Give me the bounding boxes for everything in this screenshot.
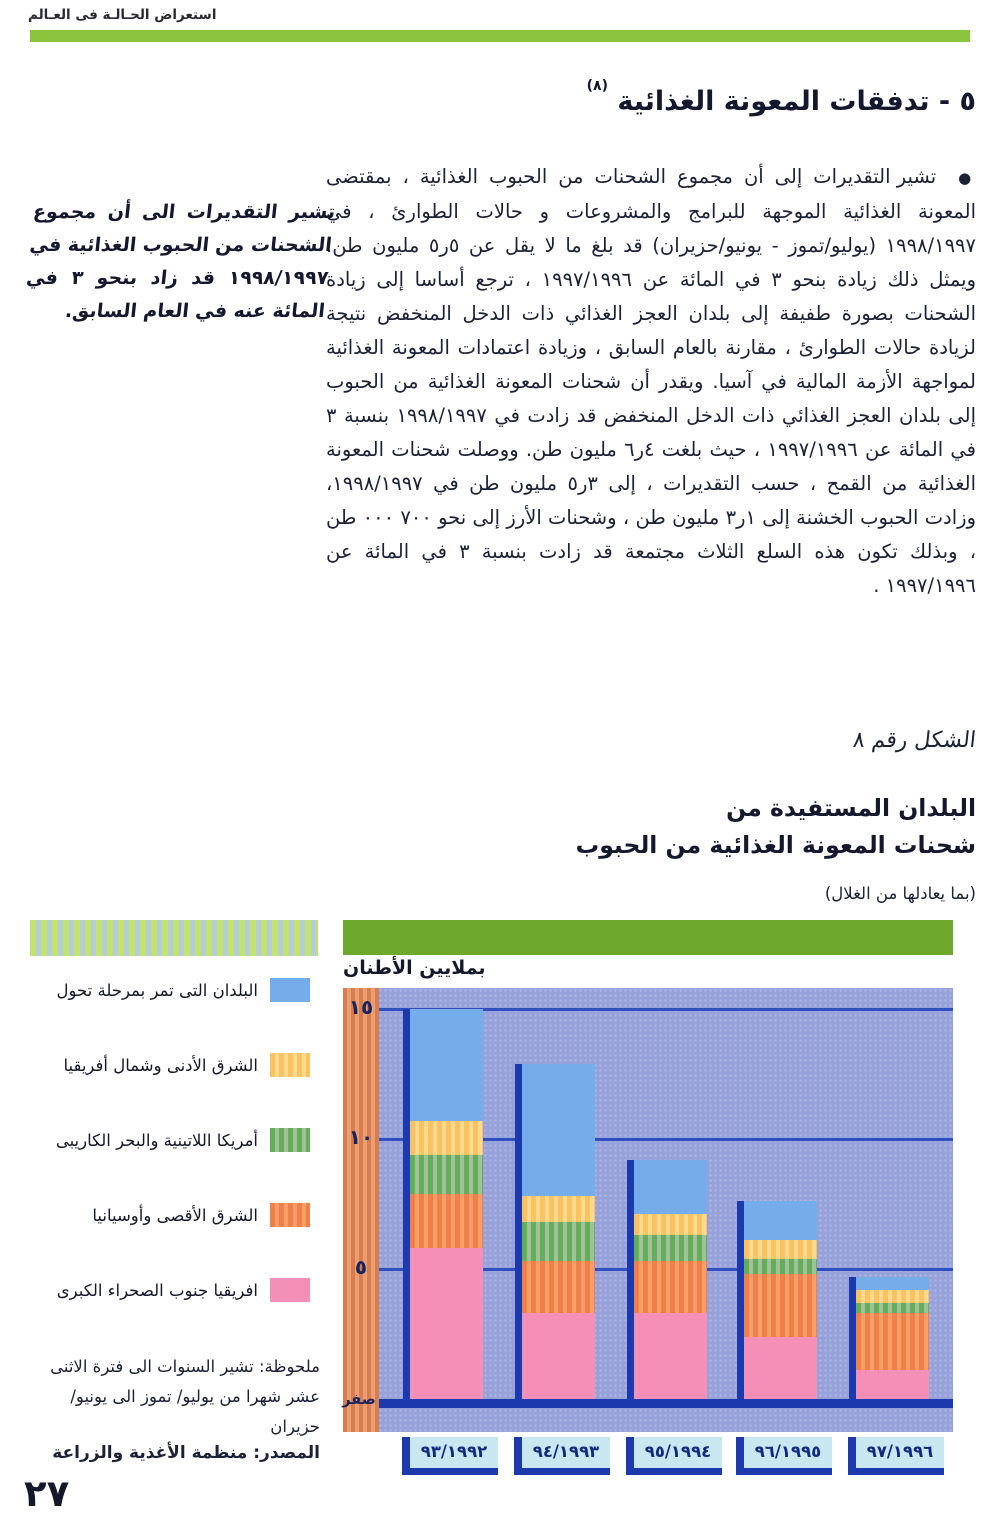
bar-spine (737, 1201, 744, 1408)
bar-segment (856, 1313, 929, 1370)
chart-legend (30, 973, 320, 1348)
figure-source: المصدر: منظمة الأغذية والزراعة (52, 1443, 320, 1463)
bar-segment (634, 1214, 707, 1235)
plot-area (343, 988, 953, 1432)
y-tick-label: ١٠ (348, 1125, 374, 1149)
y-axis-band (343, 988, 379, 1432)
pull-quote: تشير التقديرات الى أن مجموع الشحنات من الحبوب الغذائية في ١٩٩٨/١٩٩٧ قد زاد بنحو ٣ في المائة عنه في العام السابق. (25, 201, 337, 322)
bar-group (515, 1064, 595, 1399)
legend-swatch (270, 1203, 310, 1227)
header-rule-bar (30, 30, 970, 42)
bar-segment (634, 1160, 707, 1215)
running-header: استعراض الحـالـة فى العـالم (28, 7, 217, 23)
bar-segment (856, 1290, 929, 1303)
body-paragraph-text: تشير التقديرات إلى أن مجموع الشحنات من الحبوب الغذائية ، بمقتضى المعونة الغذائية الموجهة للبرامج والمشروعات و حالات الطوارئ ، في ١٩٩٨/١٩٩٧ (يوليو/تموز - يونيو/حزيران) قد بلغ ما لا يقل عن ٥ر٥ مليون طن. ويمثل ذلك زيادة بنحو ٣ في المائة عن ١٩٩٧/١٩٩٦ ، ترجع أساسا إلى زيادة الشحنات بصورة طفيفة إلى بلدان العجز الغذائي ذات الدخل المنخفض نتيجة لزيادة حالات الطوارئ ، مقارنة بالعام السابق ، وزيادة اعتمادات المعونة الغذائية لمواجهة الأزمة المالية في آسيا. ويقدر أن شحنات المعونة الغذائية من الحبوب إلى بلدان العجز الغذائي ذات الدخل المنخفض قد زادت في ١٩٩٨/١٩٩٧ بنسبة ٣ في المائة عن ١٩٩٧/١٩٩٦ ، حيث بلغت ٤ر٦ مليون طن. ووصلت شحنات المعونة الغذائية من القمح ، حسب التقديرات ، إلى ٣ر٥ مليون طن في ١٩٩٨/١٩٩٧، وزادت الحبوب الخشنة إلى ١ر٣ مليون طن ، وشحنات الأرز إلى نحو ٧٠٠ ٠٠٠ طن ، وبذلك تكون هذه السلع الثلاث مجتمعة قد زادت بنسبة ٣ في المائة عن ١٩٩٧/١٩٩٦ . (326, 165, 976, 597)
y-tick-label: ٥ (354, 1255, 368, 1279)
figure-title (576, 790, 976, 864)
bar-segment (744, 1337, 817, 1399)
legend-item-label: أمريكا اللاتينية والبحر الكاريبى (55, 1130, 258, 1150)
bar-stack (410, 1009, 483, 1399)
section-heading-text: ٥ - تدفقات المعونة الغذائية (617, 86, 976, 117)
bar-segment (744, 1259, 817, 1275)
y-axis-units-label: بملايين الأطنان (343, 957, 486, 979)
bar-spine (515, 1064, 522, 1408)
figure-label: الشكل رقم ٨ (851, 728, 978, 753)
legend-item-label: الشرق الأقصى وأوسيانيا (92, 1205, 258, 1225)
x-axis-label: ٩٥/١٩٩٤ (626, 1437, 722, 1475)
legend-swatch (270, 1053, 310, 1077)
legend-item-label: افريقيا جنوب الصحراء الكبرى (56, 1280, 258, 1300)
bar-group (849, 1277, 929, 1399)
bar-segment (410, 1009, 483, 1121)
legend-item (30, 973, 320, 1007)
y-tick-label: ١٥ (348, 995, 374, 1019)
bar-segment (856, 1370, 929, 1399)
x-axis-label: ٩٤/١٩٩٣ (514, 1437, 610, 1475)
bar-stack (744, 1201, 817, 1399)
bar-segment (634, 1313, 707, 1399)
bar-segment (634, 1261, 707, 1313)
bar-segment (522, 1261, 595, 1313)
legend-item-label: البلدان التى تمر بمرحلة تحول (56, 980, 258, 1000)
legend-item (30, 1123, 320, 1157)
legend-item-label: الشرق الأدنى وشمال أفريقيا (63, 1055, 258, 1075)
bullet-icon: ● (958, 169, 976, 187)
bar-group (627, 1160, 707, 1399)
y-tick-label: صفر (342, 1392, 376, 1408)
body-paragraph (326, 160, 976, 603)
x-axis-row (343, 1437, 953, 1479)
figure-title-line1: البلدان المستفيدة من (726, 794, 976, 822)
x-axis-label: ٩٣/١٩٩٢ (402, 1437, 498, 1475)
legend-item (30, 1048, 320, 1082)
legend-item (30, 1273, 320, 1307)
figure-title-line2: شحنات المعونة الغذائية من الحبوب (575, 831, 976, 859)
bar-segment (522, 1196, 595, 1222)
bar-segment (410, 1248, 483, 1399)
legend-swatch (270, 1128, 310, 1152)
figure-subtitle: (بما يعادلها من الغلال) (824, 884, 976, 903)
bar-segment (522, 1064, 595, 1197)
bar-segment (634, 1235, 707, 1261)
legend-swatch (270, 1278, 310, 1302)
bar-spine (849, 1277, 856, 1408)
legend-item (30, 1198, 320, 1232)
bar-group (737, 1201, 817, 1399)
bar-stack (856, 1277, 929, 1399)
bar-segment (410, 1155, 483, 1194)
section-heading: ٥ - تدفقات المعونة الغذائية‏ $^{(٨)}$ (586, 78, 976, 117)
bar-segment (744, 1201, 817, 1240)
bar-segment (744, 1274, 817, 1336)
bar-segment (744, 1240, 817, 1258)
figure-note-line1: ملحوظة: تشير السنوات الى فترة الاثنى (50, 1357, 320, 1376)
bar-segment (856, 1277, 929, 1290)
figure-note (28, 1352, 320, 1442)
bar-segment (410, 1121, 483, 1155)
bar-segment (410, 1194, 483, 1249)
bar-stack (634, 1160, 707, 1399)
figure-rule-bar (343, 920, 953, 955)
x-axis-label: ٩٧/١٩٩٦ (848, 1437, 944, 1475)
bar-group (403, 1009, 483, 1399)
bar-segment (856, 1303, 929, 1313)
page-number: ٢٧ (24, 1472, 70, 1515)
bar-stack (522, 1064, 595, 1399)
zero-baseline (379, 1399, 953, 1408)
footnote-mark: (٨) (586, 78, 608, 94)
bar-spine (627, 1160, 634, 1408)
bar-spine (403, 1009, 410, 1408)
legend-header-bar (30, 920, 318, 956)
figure-note-line2: عشر شهرا من يوليو/ تموز الى يونيو/حزيران (70, 1387, 320, 1436)
x-axis-label: ٩٦/١٩٩٥ (736, 1437, 832, 1475)
legend-swatch (270, 978, 310, 1002)
bar-segment (522, 1222, 595, 1261)
bar-segment (522, 1313, 595, 1399)
